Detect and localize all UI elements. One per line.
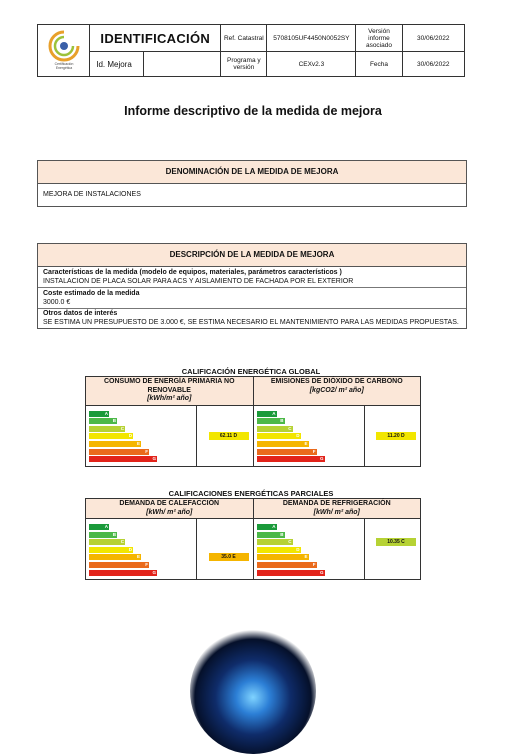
calefaccion-title: DEMANDA DE CALEFACCIÓN	[119, 500, 220, 507]
scale-bar-c	[257, 539, 293, 545]
consumo-rating: 62.11 D	[209, 432, 249, 440]
siri-orb-overlay	[190, 628, 316, 754]
scale-bar-a	[257, 411, 277, 417]
scale-letter: D	[296, 546, 300, 552]
caracteristicas-row	[38, 267, 466, 288]
energy-scale	[254, 519, 365, 579]
emisiones-rating: 11.20 D	[376, 432, 416, 440]
calefaccion-cell	[86, 519, 253, 579]
emisiones-cell	[253, 406, 421, 466]
programa-value: CEXv2.3	[267, 52, 356, 77]
scale-bar-e	[257, 554, 309, 560]
scale-letter: G	[319, 569, 324, 575]
scale-bar-a	[89, 524, 109, 530]
scale-letter: A	[272, 524, 276, 529]
calefaccion-header	[86, 499, 253, 518]
fecha-value: 30/06/2022	[402, 52, 464, 77]
calif-parcial-heading: CALIFICACIONES ENERGÉTICAS PARCIALES	[168, 489, 334, 498]
scale-letter: F	[312, 448, 316, 454]
scale-letter: E	[304, 554, 308, 560]
scale-bar-e	[257, 441, 309, 447]
calif-global-table	[85, 376, 421, 467]
scale-bar-c	[89, 426, 125, 432]
consumo-title: CONSUMO DE ENERGÍA PRIMARIA NO RENOVABLE	[103, 378, 235, 394]
scale-letter: E	[136, 440, 140, 446]
descripcion-box	[37, 243, 467, 329]
coste-value: 3000.0 €	[43, 299, 71, 306]
scale-letter: B	[112, 418, 116, 424]
energy-scale	[254, 406, 365, 466]
calefaccion-unit: [kWh/ m² año]	[146, 508, 193, 516]
id-mejora-value	[144, 52, 221, 77]
scale-bar-e	[89, 554, 141, 560]
scale-bar-a	[89, 411, 109, 417]
emisiones-unit: [kgCO2/ m² año]	[309, 386, 364, 394]
scale-bar-g	[89, 570, 157, 576]
scale-letter: D	[128, 433, 132, 439]
emisiones-title: EMISIONES DE DIÓXIDO DE CARBONO	[270, 378, 403, 385]
scale-bar-d	[257, 433, 301, 439]
scale-bar-a	[257, 524, 277, 530]
scale-bar-c	[257, 426, 293, 432]
calefaccion-rating: 35.0 E	[209, 553, 249, 561]
scale-bar-f	[257, 449, 317, 455]
scale-letter: G	[152, 456, 156, 462]
scale-bar-d	[89, 433, 133, 439]
scale-letter: B	[112, 531, 116, 537]
refrigeracion-rating: 10.35 C	[376, 538, 416, 546]
scale-letter: G	[152, 569, 156, 575]
svg-text:Energética: Energética	[55, 65, 72, 70]
scale-letter: E	[304, 440, 308, 446]
consumo-header	[86, 377, 253, 405]
ref-catastral-label: Ref. Catastral	[221, 25, 267, 52]
scale-bar-f	[89, 562, 149, 568]
otros-value: SE ESTIMA UN PRESUPUESTO DE 3.000 €, SE ESTIMA NECESARIO EL MANTENIMIENTO PARA LAS MEDIDAS PROPUESTAS.	[43, 318, 459, 326]
coste-row	[38, 288, 466, 309]
identificacion-title: IDENTIFICACIÓN	[90, 25, 221, 52]
header-table	[37, 24, 465, 77]
scale-letter: A	[104, 410, 108, 416]
scale-bar-e	[89, 441, 141, 447]
scale-bar-g	[89, 456, 157, 462]
scale-bar-d	[257, 547, 301, 553]
caracteristicas-value: INSTALACION DE PLACA SOLAR PARA ACS Y AISLAMIENTO DE FACHADA POR EL EXTERIOR	[43, 278, 354, 285]
scale-bar-f	[89, 449, 149, 455]
version-informe-label: Versión informe asociado	[356, 25, 402, 52]
scale-letter: A	[104, 524, 108, 529]
otros-row	[38, 309, 466, 328]
programa-label: Programa y versión	[221, 52, 267, 77]
refrigeracion-title: DEMANDA DE REFRIGERACIÓN	[282, 500, 391, 507]
scale-bar-g	[257, 570, 325, 576]
scale-bar-b	[257, 532, 285, 538]
consumo-cell	[86, 406, 253, 466]
calif-parcial-table	[85, 498, 421, 580]
scale-bar-b	[89, 532, 117, 538]
denominacion-box	[37, 160, 467, 207]
scale-letter: D	[296, 433, 300, 439]
refrigeracion-cell	[253, 519, 421, 579]
scale-letter: B	[280, 531, 284, 537]
scale-bar-c	[89, 539, 125, 545]
scale-letter: C	[120, 425, 124, 431]
scale-letter: D	[128, 546, 132, 552]
scale-bar-d	[89, 547, 133, 553]
emisiones-header	[253, 377, 421, 405]
scale-bar-b	[257, 418, 285, 424]
scale-letter: F	[145, 448, 148, 454]
descripcion-heading: DESCRIPCIÓN DE LA MEDIDA DE MEJORA	[38, 244, 466, 267]
ref-catastral-value: 5708105UF4450N0052SY	[267, 25, 356, 52]
energy-scale	[86, 519, 197, 579]
scale-letter: G	[319, 456, 324, 462]
caracteristicas-label: Características de la medida (modelo de equipos, materiales, parámetros característicos )	[43, 269, 342, 276]
scale-letter: A	[272, 410, 276, 416]
consumo-unit: [kWh/m² año]	[147, 395, 192, 402]
id-mejora-label: Id. Mejora	[90, 52, 144, 77]
scale-letter: F	[145, 562, 148, 567]
otros-label: Otros datos de interés	[43, 310, 118, 317]
calif-global-heading: CALIFICACIÓN ENERGÉTICA GLOBAL	[181, 367, 321, 376]
scale-letter: C	[288, 539, 292, 545]
logo-cell	[38, 25, 90, 77]
scale-letter: E	[136, 554, 140, 560]
scale-letter: F	[312, 562, 316, 567]
refrigeracion-header	[253, 499, 421, 518]
svg-text:Certificación: Certificación	[54, 61, 73, 66]
scale-letter: B	[280, 418, 284, 424]
scale-bar-f	[257, 562, 317, 568]
coste-label: Coste estimado de la medida	[43, 290, 140, 297]
refrigeracion-unit: [kWh/ m² año]	[313, 508, 360, 516]
version-informe-date: 30/06/2022	[402, 25, 464, 52]
denominacion-heading: DENOMINACIÓN DE LA MEDIDA DE MEJORA	[38, 161, 466, 184]
certification-logo	[43, 28, 85, 72]
scale-letter: C	[288, 425, 292, 431]
fecha-label: Fecha	[356, 52, 402, 77]
scale-letter: C	[120, 539, 124, 545]
document-title: Informe descriptivo de la medida de mejora	[124, 104, 382, 118]
denominacion-value: MEJORA DE INSTALACIONES	[43, 191, 141, 198]
scale-bar-b	[89, 418, 117, 424]
energy-scale	[86, 406, 197, 466]
scale-bar-g	[257, 456, 325, 462]
